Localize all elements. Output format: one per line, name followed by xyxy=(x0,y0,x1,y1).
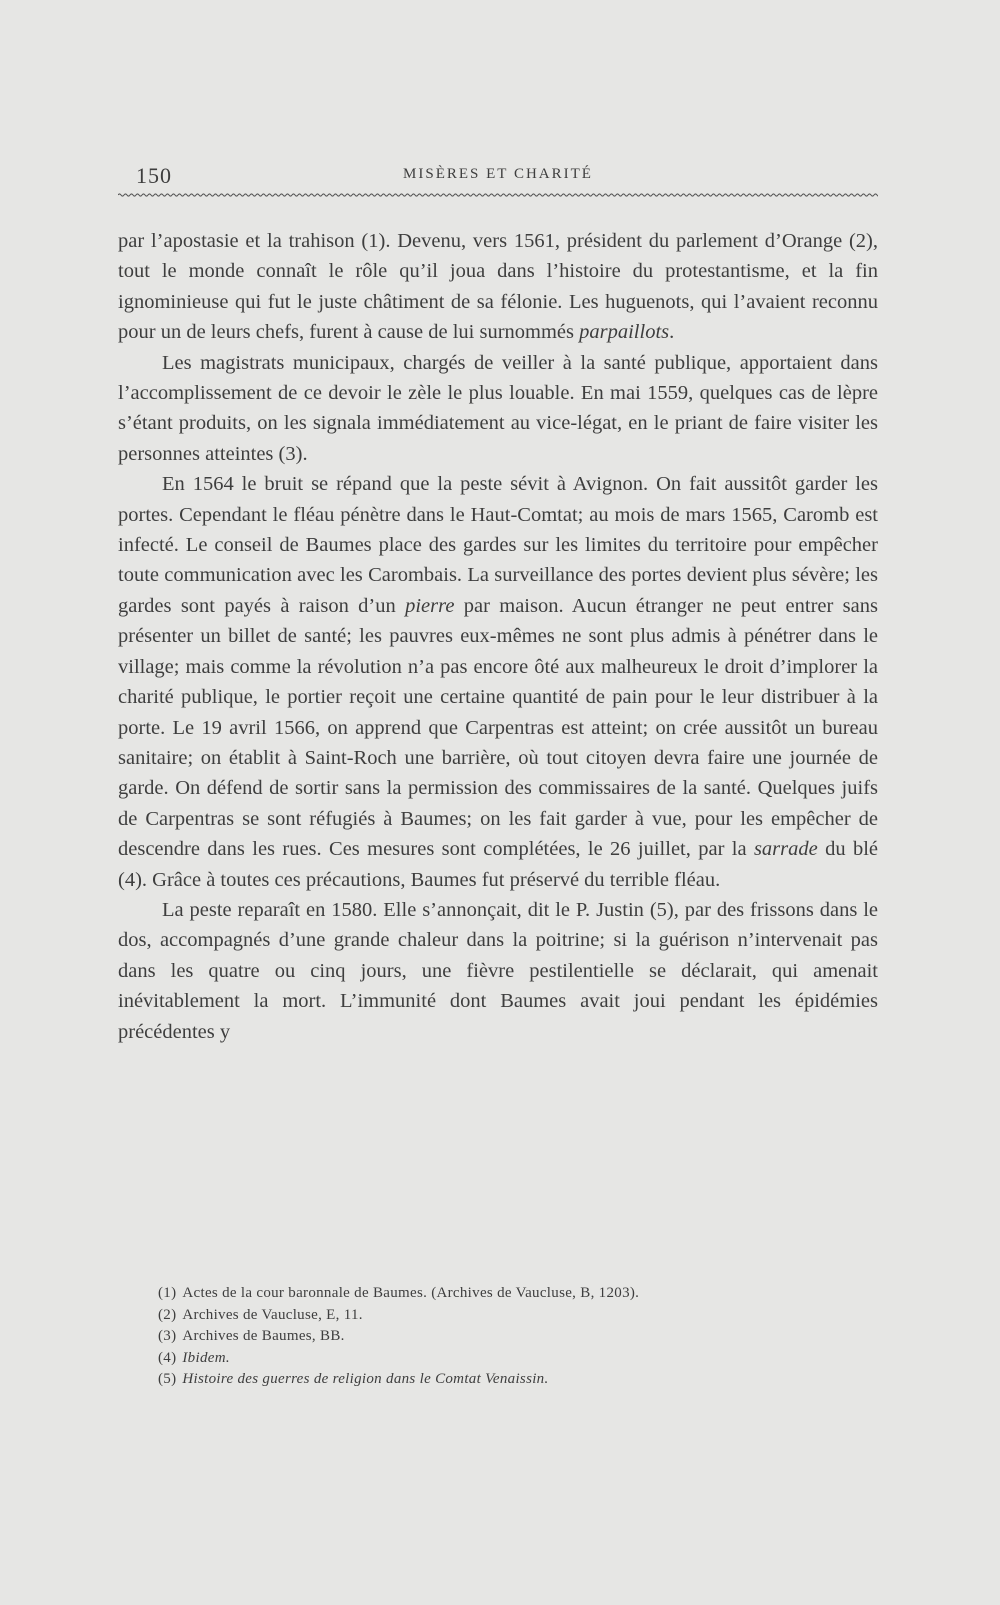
text-run: par l’apostasie et la trahison (1). Devenu, vers 1561, président du parlement d’Orange (2), tout le monde connaît le rôle qu’il joua dans l’histoire du protestantisme, et la fin ignominieuse qui fut le juste châtiment de sa félonie. Les huguenots, qui l’avaient reconnu pour un de leurs chefs, furent à cause de lui surnommés xyxy=(118,230,878,344)
header-wavy-rule xyxy=(118,192,878,198)
paragraph-1 xyxy=(118,226,878,348)
text-run: . xyxy=(669,321,675,344)
footnotes xyxy=(158,1283,878,1391)
text-run-italic: sarrade xyxy=(753,838,818,861)
footnote-text: Actes de la cour baronnale de Baumes. (Archives de Vaucluse, B, 1203). xyxy=(182,1285,640,1301)
footnote-number: (4) xyxy=(158,1349,177,1366)
running-title: MISÈRES ET CHARITÉ xyxy=(403,166,593,182)
text-run: Les magistrats municipaux, chargés de veiller à la santé publique, apportaient dans l’accomplissement de ce devoir le zèle le plus louable. En mai 1559, quelques cas de lèpre s’étant produits, on les signala immédiatement au vice-légat, en le priant de faire visiter les personnes atteintes (3). xyxy=(118,351,878,465)
page-number: 150 xyxy=(136,163,172,188)
text-run: En 1564 le bruit se répand que la peste sévit à Avignon. On fait aussitôt garder les portes. Cependant le fléau pénètre dans le Haut-Comtat; au mois de mars 1565, Caromb est infecté. Le conseil de Baumes place des gardes sur les limites du territoire pour empêcher toute communication avec les Carombais. La surveillance des portes devient plus sévère; les gardes sont payés à raison d’un xyxy=(118,473,878,617)
footnote-text-italic: Ibidem. xyxy=(182,1349,230,1366)
text-run: par maison. Aucun étranger ne peut entrer sans présenter un billet de santé; les pauvres eux-mêmes ne sont plus admis à pénétrer dans le village; mais comme la révolution n’a pas encore ôté aux malheureux le droit d’implorer la charité publique, le portier reçoit une certaine quantité de pain pour le leur distribuer à la porte. Le 19 avril 1566, on apprend que Carpentras est atteint; on crée aussitôt un bureau sanitaire; on établit à Saint-Roch une barrière, où tout citoyen devra faire une journée de garde. On défend de sortir sans la permission des commissaires de la santé. Quelques juifs de Carpentras se sont réfugiés à Baumes; on les fait garder à vue, pour les empêcher de descendre dans les rues. Ces mesures sont complétées, le 26 juillet, par la xyxy=(118,594,878,861)
footnote-2 xyxy=(158,1305,878,1327)
footnote-text: Archives de Baumes, BB. xyxy=(182,1328,345,1344)
paragraph-3 xyxy=(118,469,878,895)
footnote-1 xyxy=(158,1283,878,1305)
footnote-text: Archives de Vaucluse, E, 11. xyxy=(182,1306,363,1323)
paragraph-2 xyxy=(118,348,878,470)
footnote-number: (1) xyxy=(158,1285,177,1301)
footnote-3 xyxy=(158,1326,878,1348)
main-text xyxy=(118,226,878,1047)
footnote-number: (3) xyxy=(158,1328,177,1344)
text-run-italic: parpaillots xyxy=(579,321,670,344)
paragraph-4 xyxy=(118,895,878,1047)
footnote-text-italic: Histoire des guerres de religion dans le Comtat Venaissin. xyxy=(182,1371,549,1387)
text-run: La peste reparaît en 1580. Elle s’annonçait, dit le P. Justin (5), par des frissons dans le dos, accompagnés d’une grande chaleur dans la poitrine; si la guérison n’intervenait pas dans les quatre ou cinq jours, une fièvre pestilentielle se déclarait, qui amenait inévitablement la mort. L’immunité dont Baumes avait joui pendant les épidémies précédentes y xyxy=(118,898,878,1043)
page-header xyxy=(118,163,878,187)
footnote-number: (2) xyxy=(158,1306,177,1323)
footnote-5 xyxy=(158,1369,878,1391)
footnote-4 xyxy=(158,1348,878,1370)
text-run: du blé (4). Grâce à toutes ces précautions, Baumes fut préservé du terrible fléau. xyxy=(118,838,879,891)
footnote-number: (5) xyxy=(158,1371,177,1387)
text-run-italic: pierre xyxy=(405,594,455,617)
